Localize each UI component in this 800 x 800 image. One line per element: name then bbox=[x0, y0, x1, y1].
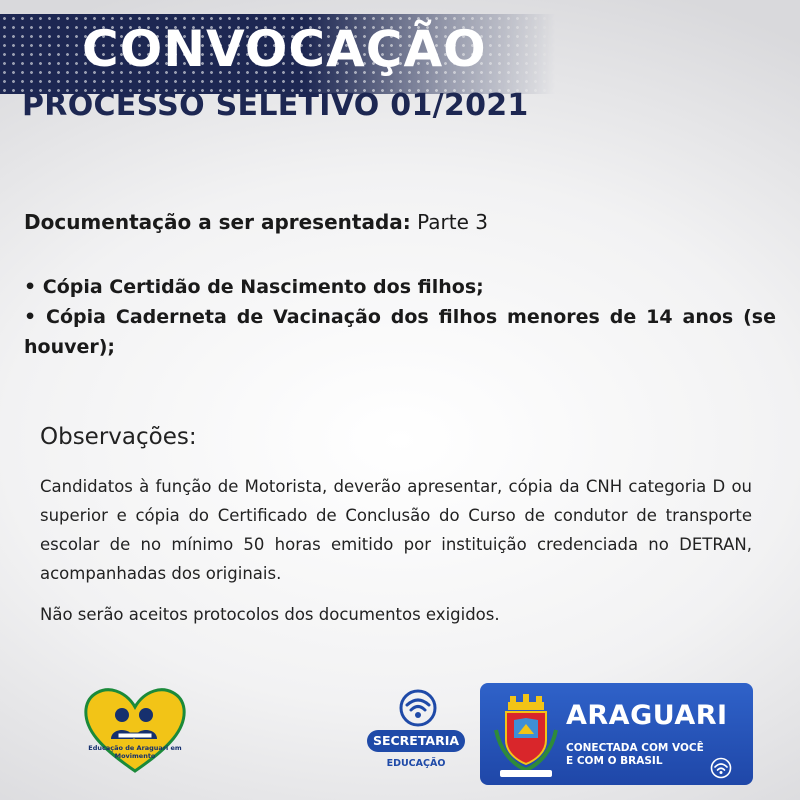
document-item: • Cópia Certidão de Nascimento dos filhos; bbox=[24, 276, 484, 298]
wifi-circle-icon bbox=[709, 757, 733, 779]
city-tagline bbox=[566, 742, 704, 768]
secretaria-badge: SECRETARIA bbox=[367, 730, 465, 752]
documents-heading-label: Documentação a ser apresentada: bbox=[24, 210, 411, 234]
city-name: ARAGUARI bbox=[566, 700, 728, 731]
documents-heading-part: Parte 3 bbox=[410, 210, 488, 234]
city-crest-icon bbox=[494, 690, 558, 780]
city-tagline-line-1: CONECTADA COM VOCÊ bbox=[566, 742, 704, 754]
education-heart-logo bbox=[80, 685, 190, 775]
secretaria-subtitle: EDUCAÇÃO bbox=[386, 758, 446, 769]
wifi-circle-icon bbox=[396, 688, 440, 728]
page-title: CONVOCAÇÃO bbox=[82, 20, 487, 78]
observations-note: Não serão aceitos protocolos dos documentos exigidos. bbox=[40, 605, 500, 624]
documents-list bbox=[24, 272, 776, 362]
observations-text: Candidatos à função de Motorista, deverão apresentar, cópia da CNH categoria D ou superior e cópia do Certificado de Conclusão do Curso de condutor de transporte escolar de no mínimo 50 horas emitido por instituição credenciada no DETRAN, acompanhadas dos originais. bbox=[40, 477, 752, 583]
document-item: • Cópia Caderneta de Vacinação dos filhos menores de 14 anos (se houver); bbox=[24, 306, 776, 358]
city-tagline-line-2: E COM O BRASIL bbox=[566, 755, 663, 767]
page-subtitle: PROCESSO SELETIVO 01/2021 bbox=[22, 88, 529, 123]
observations-title: Observações: bbox=[40, 424, 197, 450]
documents-heading bbox=[24, 210, 488, 234]
education-logo-caption: Educação de Araguari em Movimento bbox=[88, 744, 182, 760]
